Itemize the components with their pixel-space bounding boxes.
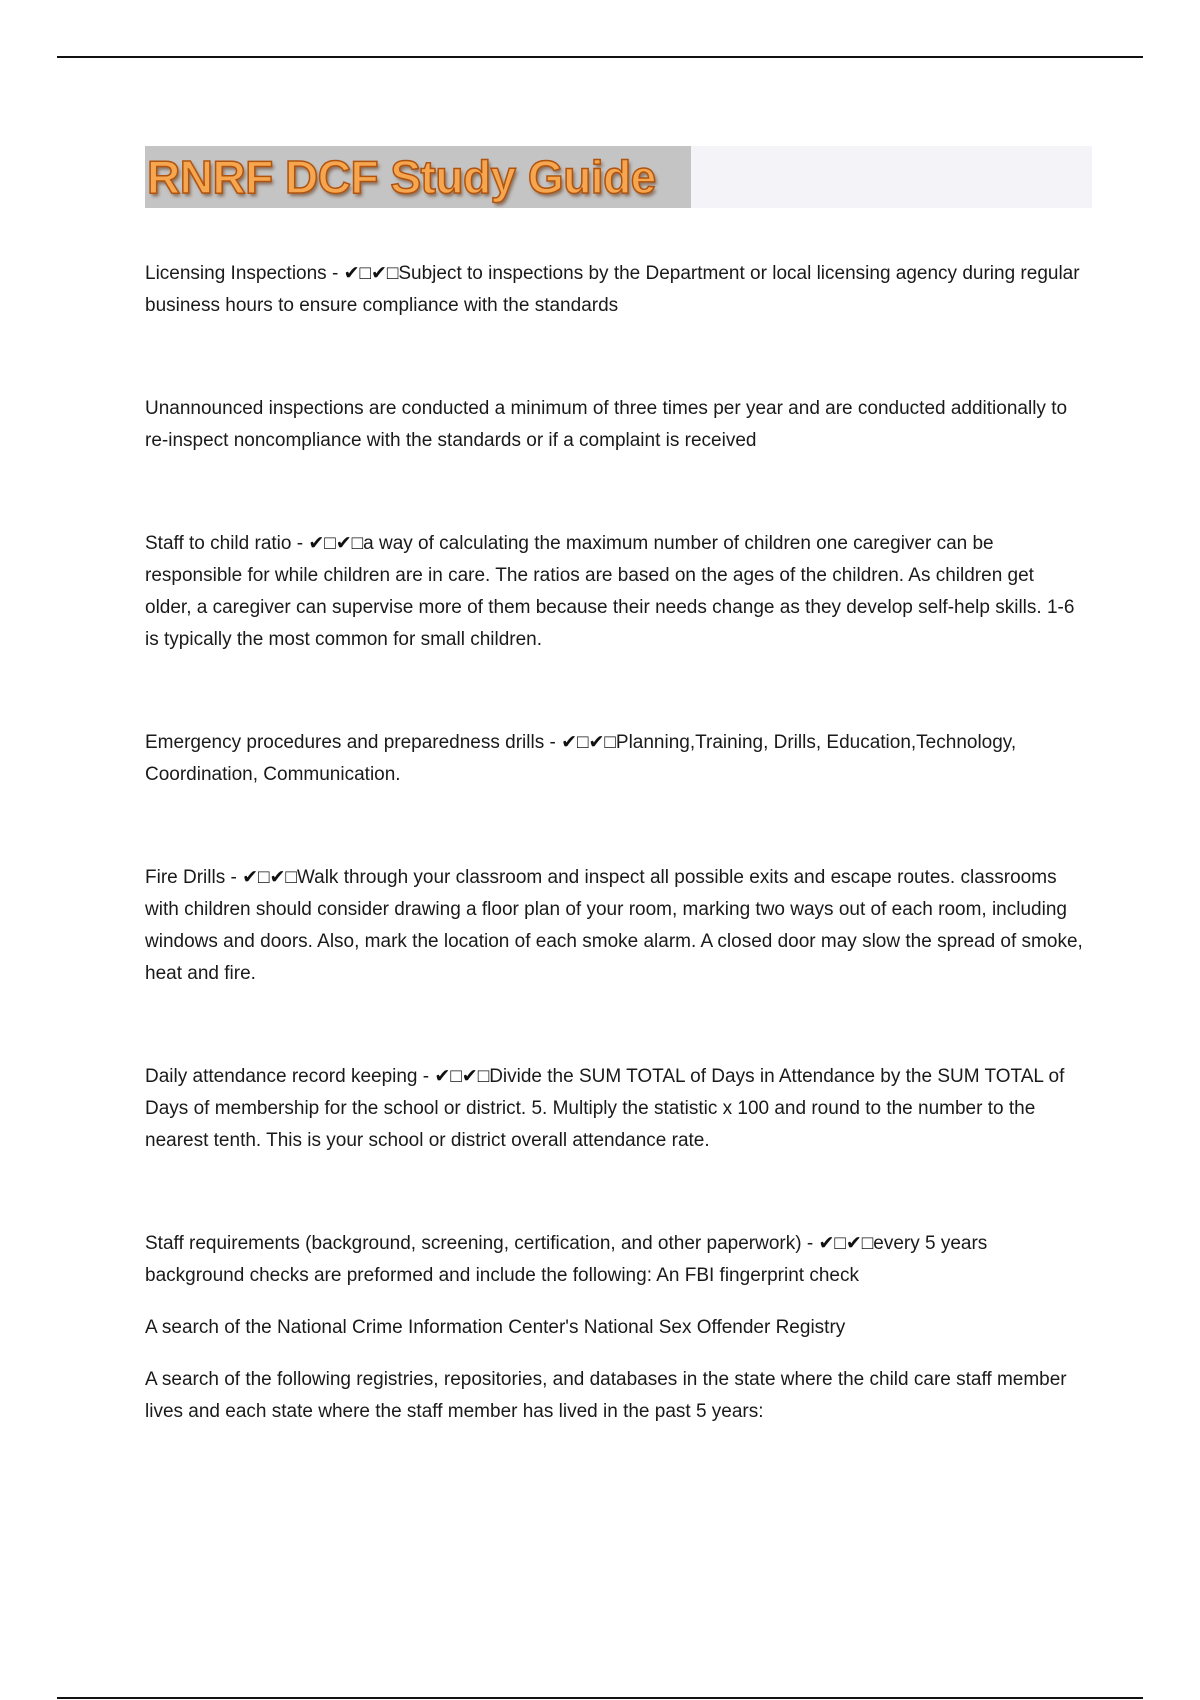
entry-separator: -: [544, 732, 562, 753]
entry-staff-to-child-ratio: [145, 528, 1085, 656]
check-marks-icon: ✔□✔□: [434, 1066, 490, 1087]
entry-text: Divide the SUM TOTAL of Days in Attendance by the SUM TOTAL of Days of membership for the school or district. 5. Multiply the statistic x 100 and round to the number to the nearest tenth. This is your school or district overall attendance rate.: [145, 1066, 1065, 1151]
title-box: [145, 146, 691, 208]
check-marks-icon: ✔□✔□: [308, 533, 364, 554]
entry-state-registries: [145, 1364, 1085, 1428]
entry-term: Staff to child ratio: [145, 533, 292, 554]
entry-term: Licensing Inspections: [145, 263, 327, 284]
entry-separator: -: [225, 867, 243, 888]
check-marks-icon: ✔□✔□: [818, 1233, 874, 1254]
entry-term: Emergency procedures and preparedness drills: [145, 732, 545, 753]
bottom-rule: [57, 1697, 1143, 1699]
entry-separator: -: [291, 533, 309, 554]
document-title: RNRF DCF Study Guide: [147, 151, 656, 203]
entry-text: Subject to inspections by the Department or local licensing agency during regular business hours to ensure compliance with the standards: [145, 263, 1080, 316]
entry-text: every 5 years background checks are preformed and include the following: An FBI fingerprint check: [145, 1233, 988, 1286]
entry-text: A search of the National Crime Information Center's National Sex Offender Registry: [145, 1317, 846, 1338]
entry-unannounced-inspections: [145, 393, 1085, 457]
entry-term: Daily attendance record keeping: [145, 1066, 418, 1087]
entry-separator: -: [801, 1233, 819, 1254]
entry-daily-attendance: [145, 1061, 1085, 1157]
entry-staff-requirements: [145, 1228, 1085, 1292]
entry-emergency-procedures: [145, 727, 1085, 791]
study-guide-content: [145, 258, 1085, 1428]
entry-text: A search of the following registries, repositories, and databases in the state where the child care staff member lives and each state where the staff member has lived in the past 5 years:: [145, 1369, 1067, 1422]
entry-text: Walk through your classroom and inspect all possible exits and escape routes. classrooms with children should consider drawing a floor plan of your room, marking two ways out of each room, including windows and doors. Also, mark the location of each smoke alarm. A closed door may slow the spread of smoke, heat and fire.: [145, 867, 1083, 984]
entry-licensing-inspections: [145, 258, 1085, 322]
entry-separator: -: [417, 1066, 435, 1087]
check-marks-icon: ✔□✔□: [561, 732, 616, 753]
check-marks-icon: ✔□✔□: [343, 263, 399, 284]
entry-term: Staff requirements (background, screening, certification, and other paperwork): [145, 1233, 802, 1254]
entry-ncic-registry: [145, 1312, 1085, 1344]
top-rule: [57, 56, 1143, 58]
entry-term: Fire Drills: [145, 867, 226, 888]
entry-text: Unannounced inspections are conducted a minimum of three times per year and are conducted additionally to re-inspect noncompliance with the standards or if a complaint is received: [145, 398, 1068, 451]
entry-fire-drills: [145, 862, 1085, 990]
entry-text: Planning,Training, Drills, Education,Technology, Coordination, Communication.: [145, 732, 1017, 785]
entry-text: a way of calculating the maximum number of children one caregiver can be responsible for while children are in care. The ratios are based on the ages of the children. As children get older, a caregiver can supervise more of them because their needs change as they develop self-help skills. 1-6 is typically the most common for small children.: [145, 533, 1075, 650]
check-marks-icon: ✔□✔□: [242, 867, 297, 888]
entry-separator: -: [326, 263, 344, 284]
